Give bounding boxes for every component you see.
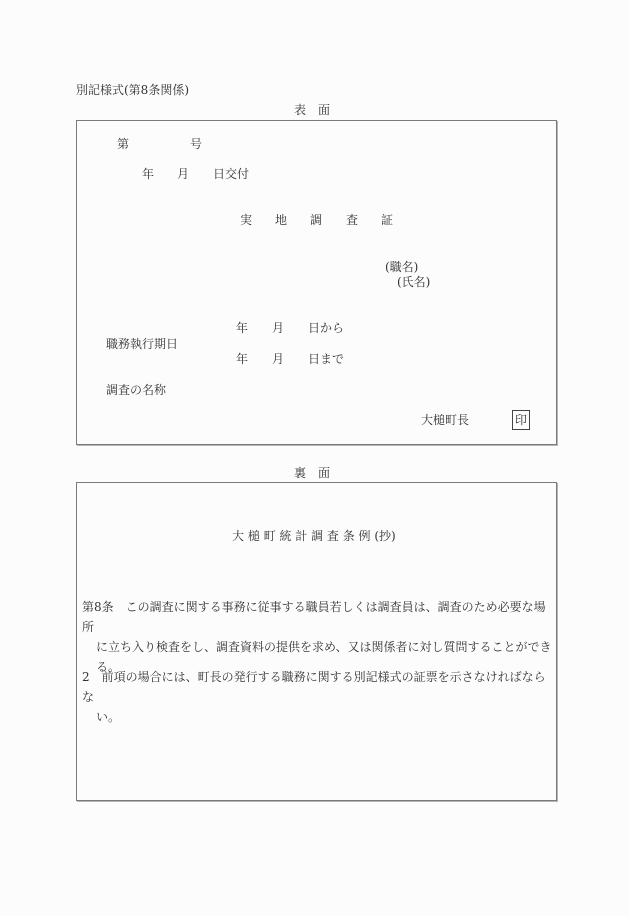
name-label: (氏名): [397, 275, 431, 289]
position-label: (職名): [385, 260, 419, 274]
card-title-char: 地: [275, 213, 288, 227]
term-to-year: 年: [236, 352, 249, 366]
survey-name-label: 調査の名称: [106, 383, 167, 397]
article-8-line: に立ち入り検査をし、調査資料の提供を求め、又は関係者に対し質問することができ: [96, 640, 552, 654]
term-from-year: 年: [236, 321, 249, 335]
seal-stamp-box: 印: [512, 410, 530, 430]
article-8: [82, 597, 554, 677]
card-title-char: 調: [310, 213, 323, 227]
issuer-name: 大槌町長: [421, 413, 470, 427]
back-heading: 裏 面: [294, 466, 331, 480]
card-title-char: 証: [381, 213, 394, 227]
term-from-day: 日から: [308, 321, 345, 335]
term-to-month: 月: [272, 352, 285, 366]
term-label: 職務執行期日: [106, 337, 179, 351]
ordinance-title: 大 槌 町 統 計 調 査 条 例 (抄): [232, 529, 396, 543]
article-8-line: る。: [96, 660, 121, 674]
form-caption: 別記様式(第8条関係): [76, 83, 189, 97]
card-title-char: 実: [240, 213, 253, 227]
issue-month: 月: [177, 167, 190, 181]
clause-2-line: 2 前項の場合には、町長の発行する職務に関する別記様式の証票を示さなければならな: [82, 670, 546, 704]
card-title-char: 査: [346, 213, 359, 227]
term-to-day: 日まで: [308, 352, 345, 366]
number-suffix: 号: [190, 137, 203, 151]
number-prefix: 第: [117, 137, 130, 151]
issue-day: 日交付: [213, 167, 250, 181]
front-heading: 表 面: [294, 103, 331, 117]
term-from-month: 月: [272, 321, 285, 335]
article-8-line: 第8条 この調査に関する事務に従事する職員若しくは調査員は、調査のため必要な場所: [82, 600, 546, 634]
clause-2: [82, 667, 554, 727]
clause-2-line: い。: [96, 710, 121, 724]
issue-year: 年: [142, 167, 155, 181]
